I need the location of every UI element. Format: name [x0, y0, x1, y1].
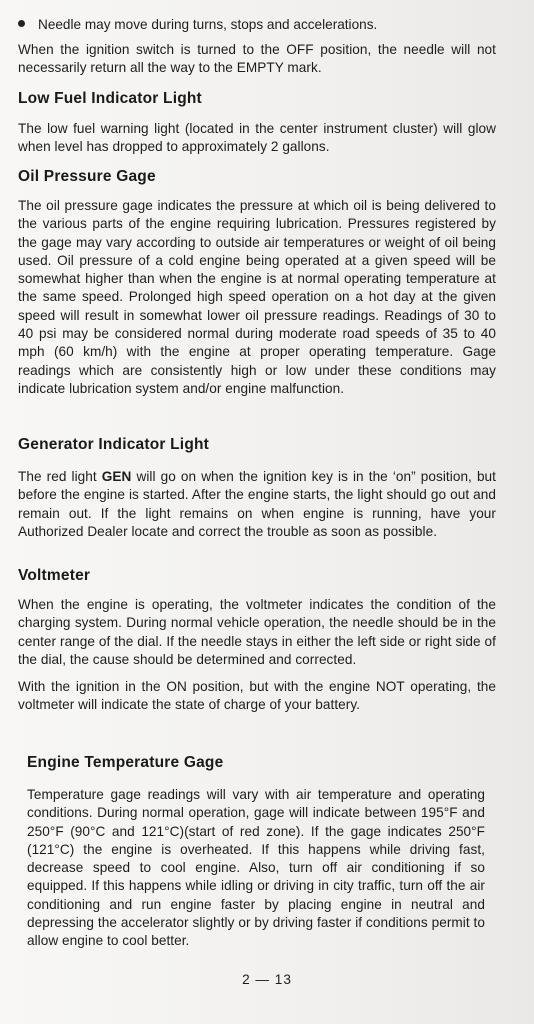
section-voltmeter [18, 566, 496, 715]
section-heading-voltmeter: Voltmeter [18, 567, 91, 584]
section-body-low-fuel: The low fuel warning light (located in the center instrument cluster) will glow when level has dropped to approximately 2 gallons. [18, 121, 496, 155]
section-heading-low-fuel: Low Fuel Indicator Light [18, 90, 202, 107]
section-body-oil-pressure: The oil pressure gage indicates the pressure at which oil is being delivered to the various parts of the engine requiring lubrication. Pressures registered by the gage may vary according to outside air temperatures or weight of oil being used. Oil pressure of a cold engine being operated at a given speed will be somewhat higher than when the engine is at normal operating temperature at the same speed. Prolonged high speed operation on a hot day at the given speed will result in somewhat lower oil pressure readings. Readings of 30 to 40 psi may be considered normal during moderate road speeds of 35 to 40 mph (60 km/h) with the engine at proper operating temperature. Gage readings which are consistently high or low under these conditions may indicate lubrication system and/or engine malfunction. [18, 198, 496, 396]
page-number: 2 — 13 [242, 972, 292, 987]
section-heading-generator: Generator Indicator Light [18, 436, 210, 453]
section-oil-pressure [18, 167, 496, 398]
generator-body-post: will go on when the ignition key is in the ‘on” position, but before the engine is started. After the engine starts, the light should go out and remain out. If the light remains on when engine is running, have your Authorized Dealer locate and correct the trouble as soon as possible. [18, 469, 496, 539]
gen-label: GEN [101, 469, 132, 484]
intro-paragraph: When the ignition switch is turned to the OFF position, the needle will not necessarily return all the way to the EMPTY mark. [18, 42, 496, 76]
section-heading-engine-temperature: Engine Temperature Gage [27, 754, 224, 771]
section-body-voltmeter-2: With the ignition in the ON position, but with the engine NOT operating, the voltmeter will indicate the state of charge of your battery. [18, 679, 496, 713]
section-low-fuel [18, 89, 496, 157]
section-body-voltmeter-1: When the engine is operating, the voltmeter indicates the condition of the charging system. During normal vehicle operation, the needle should be in the center range of the dial. If the needle stays in either the left side or right side of the dial, the cause should be determined and corrected. [18, 597, 496, 667]
section-heading-oil-pressure: Oil Pressure Gage [18, 168, 156, 185]
section-body-generator [18, 468, 496, 541]
bullet-icon [18, 20, 25, 27]
intro-paragraph-block [18, 41, 496, 78]
bullet-text: Needle may move during turns, stops and accelerations. [38, 17, 378, 32]
section-engine-temperature [27, 753, 485, 951]
bullet-item [18, 16, 496, 34]
section-body-engine-temperature: Temperature gage readings will vary with air temperature and operating conditions. During normal operation, gage will indicate between 195°F and 250°F (90°C and 121°C)(start of red zone). If the gage indicates 250°F (121°C) the engine is overheated. If this happens while driving fast, decrease speed to cool engine. Also, turn off air conditioning if so equipped. If this happens while idling or driving in city traffic, turn off the air conditioning and run engine faster by placing engine in neutral and depressing the accelerator slightly or by driving faster if conditions permit to allow engine to cool better. [27, 787, 485, 949]
section-generator [18, 435, 496, 541]
generator-body-pre: The red light [18, 469, 102, 484]
